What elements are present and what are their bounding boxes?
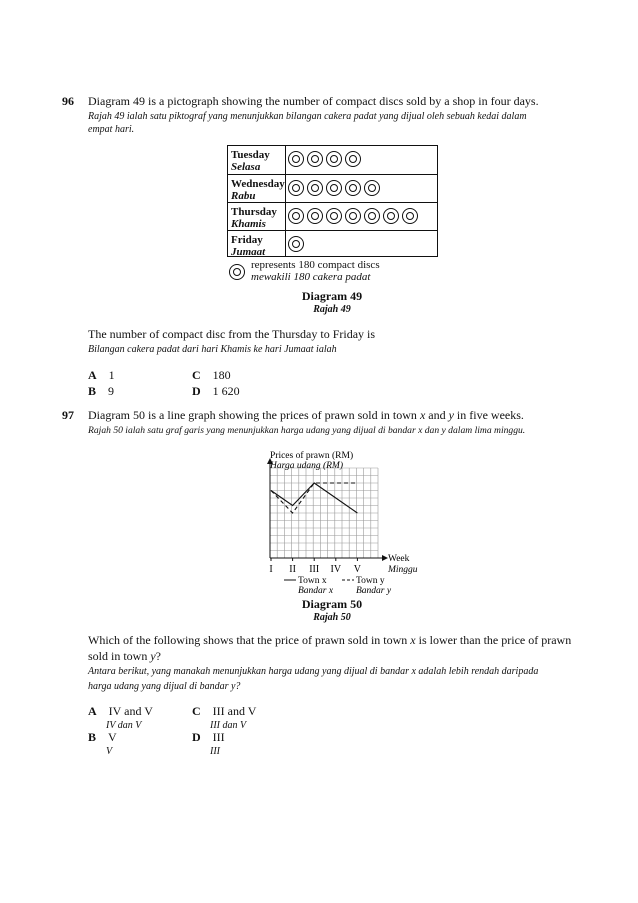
- option-d[interactable]: [192, 382, 240, 400]
- compact-disc-icon: [307, 151, 323, 167]
- question-part: ?: [155, 649, 161, 663]
- option-letter: D: [192, 730, 201, 744]
- question-96-number: 96: [62, 94, 74, 108]
- option-text: 180: [212, 368, 231, 382]
- legend-label-ms: Bandar y: [356, 586, 392, 596]
- question-97-text-ms-line2: harga udang yang dijual di bandar y?: [88, 681, 241, 692]
- stem-var-x: x: [419, 408, 426, 422]
- compact-disc-icon: [345, 180, 361, 196]
- disc-icons: [288, 236, 307, 254]
- option-text: III and V: [212, 704, 257, 718]
- option-letter: C: [192, 368, 201, 382]
- option-text: III: [212, 730, 225, 744]
- option-b[interactable]: [88, 382, 114, 400]
- question-97-stem-en: [88, 408, 524, 423]
- pictograph-row: [228, 230, 437, 259]
- option-letter: A: [88, 704, 97, 718]
- compact-disc-icon: [307, 180, 323, 196]
- x-tick-label: V: [353, 564, 362, 575]
- option-a[interactable]: [88, 702, 153, 731]
- diagram-49-caption-ms: Rajah 49: [313, 304, 351, 315]
- compact-disc-icon: [288, 151, 304, 167]
- option-text: IV and V: [108, 704, 153, 718]
- key-text-ms: mewakili 180 cakera padat: [251, 271, 371, 283]
- stem-part: in five weeks.: [453, 408, 524, 422]
- question-97-number: 97: [62, 408, 74, 422]
- question-96-stem-en: Diagram 49 is a pictograph showing the number of compact discs sold by a shop in four days.: [88, 94, 539, 108]
- option-letter: D: [192, 384, 201, 398]
- question-part: sold in town: [88, 649, 151, 663]
- compact-disc-icon: [288, 180, 304, 196]
- legend-label: Town y: [356, 576, 385, 586]
- compact-disc-icon: [345, 208, 361, 224]
- compact-disc-icon: [229, 264, 245, 280]
- compact-disc-icon: [364, 208, 380, 224]
- compact-disc-icon: [364, 180, 380, 196]
- compact-disc-icon: [326, 208, 342, 224]
- day-label-ms: Jumaat: [231, 246, 266, 258]
- disc-icons: [288, 180, 383, 198]
- question-96-stem-ms-line1: Rajah 49 ialah satu piktograf yang menunjukkan bilangan cakera padat yang dijual oleh sebuah kedai dalam: [88, 111, 527, 122]
- diagram-49-caption: Diagram 49: [301, 289, 363, 303]
- question-96-text-ms: Bilangan cakera padat dari hari Khamis ke hari Jumaat ialah: [88, 344, 337, 355]
- option-b[interactable]: [88, 728, 117, 757]
- option-text-ms: V: [106, 746, 113, 757]
- day-label-en: Wednesday: [231, 178, 285, 190]
- option-text-ms: III dan V: [210, 720, 247, 731]
- option-text: 1 620: [212, 384, 240, 398]
- compact-disc-icon: [288, 208, 304, 224]
- disc-icons: [288, 151, 364, 169]
- y-axis-label-ms: Harga udang (RM): [270, 461, 343, 471]
- compact-disc-icon: [402, 208, 418, 224]
- question-96-stem-ms-line2: empat hari.: [88, 124, 135, 135]
- x-tick-label: I: [269, 564, 273, 575]
- option-letter: B: [88, 384, 97, 398]
- x-axis-label: Week: [388, 554, 410, 564]
- pictograph-row: [228, 146, 437, 174]
- question-97-stem-ms: Rajah 50 ialah satu graf garis yang menunjukkan harga udang yang dijual di bandar x dan y dalam lima minggu.: [88, 425, 526, 436]
- x-axis-label-ms: Minggu: [388, 565, 418, 575]
- disc-icons: [288, 208, 421, 226]
- option-text: V: [108, 730, 117, 744]
- option-letter: C: [192, 704, 201, 718]
- day-label-en: Thursday: [231, 206, 277, 218]
- day-label-ms: Rabu: [231, 190, 256, 202]
- question-97-text-en-line1: [88, 633, 571, 648]
- option-text: 1: [108, 368, 115, 382]
- question-part: Which of the following shows that the price of prawn sold in town: [88, 633, 411, 647]
- option-letter: B: [88, 730, 97, 744]
- stem-var-y: y: [448, 408, 454, 422]
- x-tick-label: IV: [330, 564, 342, 575]
- pictograph-row: [228, 202, 437, 231]
- x-tick-label: II: [289, 564, 296, 575]
- chart-grid: [270, 468, 378, 558]
- x-tick-label: III: [309, 564, 320, 575]
- stem-part: and: [425, 408, 449, 422]
- diagram-50-caption: Diagram 50: [301, 597, 363, 611]
- compact-disc-icon: [326, 151, 342, 167]
- day-label-ms: Khamis: [231, 218, 266, 230]
- day-label-ms: Selasa: [231, 161, 261, 173]
- compact-disc-icon: [345, 151, 361, 167]
- stem-part: Diagram 50 is a line graph showing the prices of prawn sold in town: [88, 408, 420, 422]
- question-97-text-ms-line1: Antara berikut, yang manakah menunjukkan harga udang yang dijual di bandar x adalah lebih rendah daripada: [88, 666, 539, 677]
- compact-disc-icon: [288, 236, 304, 252]
- question-97-text-en-line2: [88, 649, 161, 664]
- day-label-en: Tuesday: [231, 149, 270, 161]
- option-text-ms: III: [210, 746, 220, 757]
- line-graph-diagram-50: [250, 448, 440, 598]
- day-label-en: Friday: [231, 234, 263, 246]
- legend-label-ms: Bandar x: [298, 586, 334, 596]
- question-96-text-en: The number of compact disc from the Thursday to Friday is: [88, 327, 376, 341]
- y-axis-label: Prices of prawn (RM): [270, 451, 354, 461]
- option-d[interactable]: [192, 728, 225, 757]
- option-text-ms: IV dan V: [106, 720, 142, 731]
- diagram-50-caption-ms: Rajah 50: [313, 612, 351, 623]
- key-text-en: represents 180 compact discs: [251, 259, 380, 271]
- compact-disc-icon: [383, 208, 399, 224]
- compact-disc-icon: [307, 208, 323, 224]
- option-text: 9: [108, 384, 115, 398]
- pictograph-row: [228, 174, 437, 203]
- question-var-x: x: [410, 633, 416, 647]
- option-letter: A: [88, 368, 97, 382]
- question-part: is lower than the price of prawn: [415, 633, 572, 647]
- compact-disc-icon: [326, 180, 342, 196]
- question-var-y: y: [150, 649, 156, 663]
- legend-label: Town x: [298, 576, 327, 586]
- pictograph-table: [227, 145, 438, 257]
- option-c[interactable]: [192, 702, 256, 731]
